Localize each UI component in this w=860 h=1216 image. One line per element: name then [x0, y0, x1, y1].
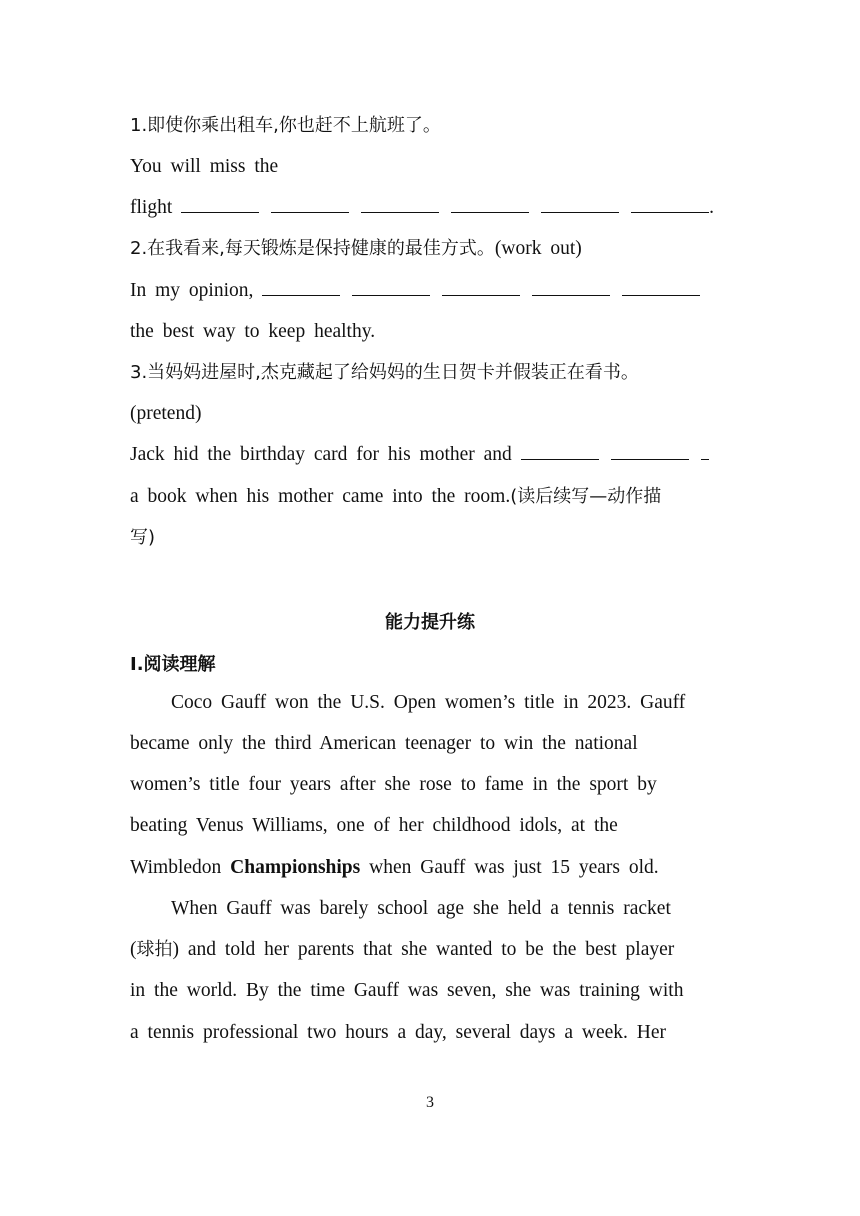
answer-blank[interactable] [361, 196, 439, 213]
q2-line2: the best way to keep healthy. [130, 321, 376, 342]
section-heading: 能力提升练 [385, 612, 475, 633]
passage-text: ( [130, 939, 137, 960]
q3-line2-en: a book when his mother came into the room. [130, 486, 511, 507]
vocabulary-keyword: Championships [230, 857, 361, 878]
answer-blank[interactable] [451, 196, 529, 213]
q3-line2 [130, 485, 730, 509]
passage-line: beating Venus Williams, one of her childhood idols, at the [130, 815, 618, 836]
answer-blank[interactable] [532, 279, 610, 296]
answer-blank[interactable] [352, 279, 430, 296]
passage-text: ) and told her parents that she wanted to be the best player [172, 939, 675, 960]
answer-blank[interactable] [611, 443, 689, 460]
passage-text: Wimbledon [130, 857, 222, 878]
q2-line1 [130, 279, 730, 303]
q1-title: 1.即使你乘出租车,你也赶不上航班了。 [130, 115, 441, 136]
passage-line: a tennis professional two hours a day, several days a week. Her [130, 1022, 667, 1043]
q2-title-cn: 2.在我看来,每天锻炼是保持健康的最佳方式。 [130, 238, 495, 259]
answer-blank[interactable] [181, 196, 259, 213]
answer-blank[interactable] [701, 443, 709, 460]
passage-line: became only the third American teenager to win the national [130, 733, 638, 754]
answer-blank[interactable] [271, 196, 349, 213]
q3-line1 [130, 443, 730, 467]
q2-title [130, 237, 730, 261]
q3-line3: 写) [130, 527, 156, 548]
answer-blank[interactable] [631, 196, 709, 213]
q1-line2-prefix: flight [130, 197, 173, 218]
answer-blank[interactable] [262, 279, 340, 296]
answer-blank[interactable] [521, 443, 599, 460]
q3-hint: (pretend) [130, 403, 202, 424]
passage-text: when Gauff was just 15 years old. [369, 857, 659, 878]
q1-line2 [130, 196, 730, 220]
answer-blank[interactable] [622, 279, 700, 296]
passage-line: When Gauff was barely school age she held a tennis racket [171, 898, 671, 919]
passage-line [130, 938, 730, 962]
passage-line: women’s title four years after she rose to fame in the sport by [130, 774, 657, 795]
q2-title-hint: (work out) [494, 238, 582, 259]
passage-gloss: 球拍 [136, 939, 173, 960]
q1-line2-end: . [709, 197, 714, 218]
passage-line: in the world. By the time Gauff was seven, she was training with [130, 980, 684, 1001]
answer-blank[interactable] [442, 279, 520, 296]
q2-line1-prefix: In my opinion, [130, 280, 254, 301]
page-number: 3 [426, 1094, 434, 1111]
passage-line: Coco Gauff won the U.S. Open women’s title in 2023. Gauff [171, 692, 686, 713]
q3-line1-prefix: Jack hid the birthday card for his mother and [130, 444, 512, 465]
q3-title: 3.当妈妈进屋时,杰克藏起了给妈妈的生日贺卡并假装正在看书。 [130, 362, 639, 383]
passage-line [130, 856, 730, 880]
reading-section-title: Ⅰ.阅读理解 [130, 654, 216, 675]
q3-line2-cn: (读后续写—动作描 [510, 486, 662, 507]
q1-line1: You will miss the [130, 156, 279, 177]
answer-blank[interactable] [541, 196, 619, 213]
